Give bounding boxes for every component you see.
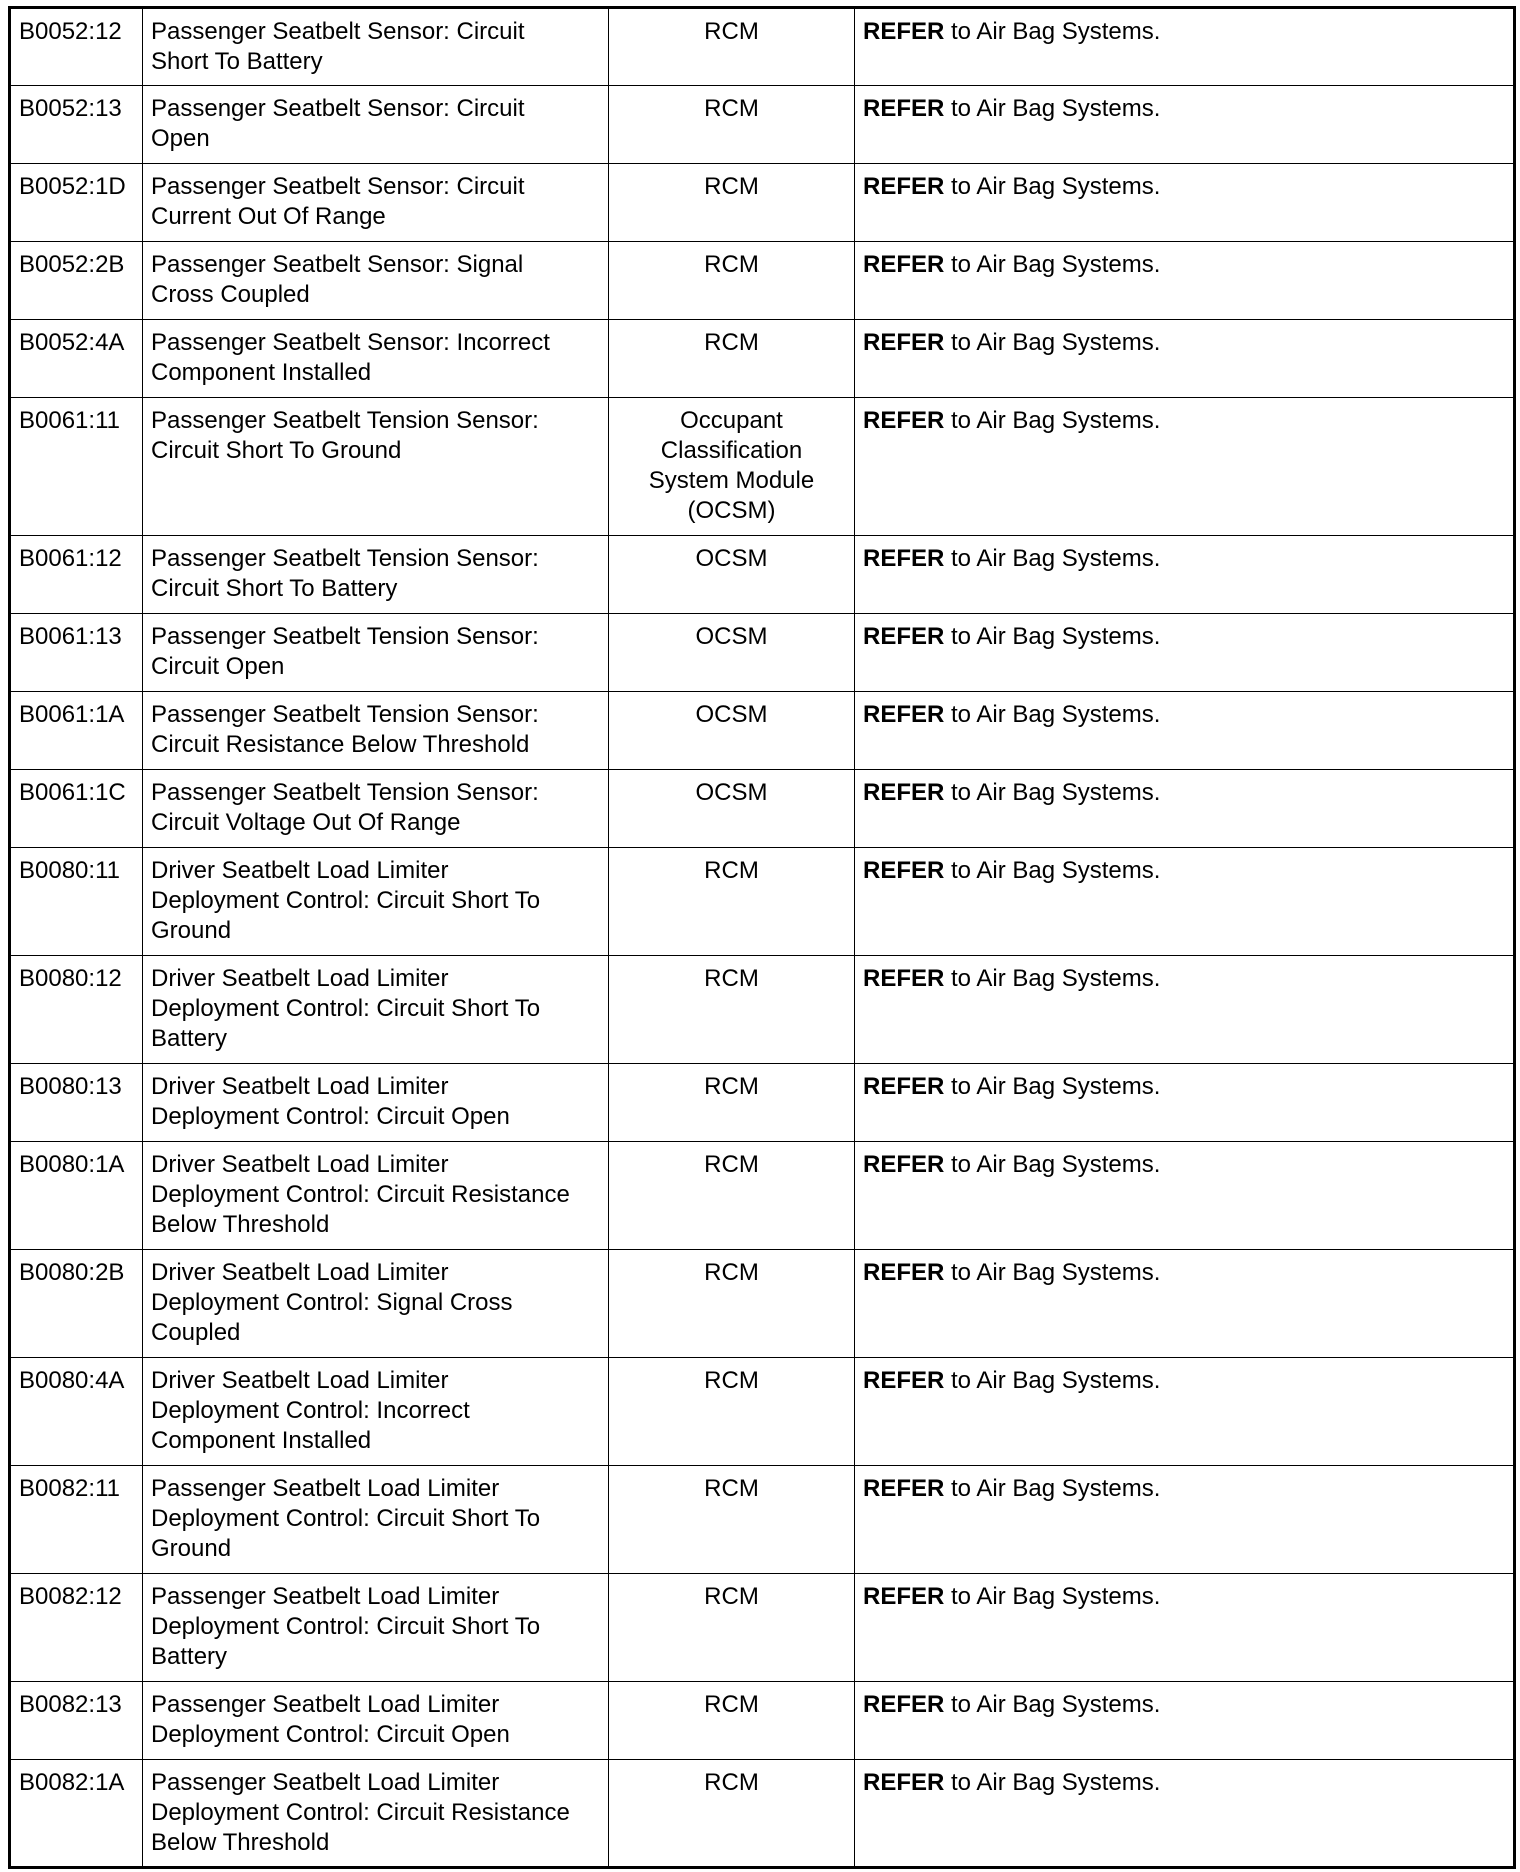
dtc-description-line: Deployment Control: Circuit Open	[151, 1721, 510, 1748]
dtc-description-line: Passenger Seatbelt Sensor: Signal	[151, 251, 524, 278]
dtc-description-line: Driver Seatbelt Load Limiter	[151, 857, 449, 884]
dtc-code: B0052:4A	[19, 329, 125, 356]
table-row	[10, 242, 1515, 320]
action-cell	[855, 1574, 1515, 1682]
module-cell	[609, 86, 855, 164]
action-text: to Air Bag Systems.	[944, 407, 1161, 434]
dtc-description-line: Passenger Seatbelt Tension Sensor:	[151, 701, 539, 728]
dtc-description-line: Battery	[151, 1025, 228, 1052]
action-cell	[855, 848, 1515, 956]
module-cell	[609, 848, 855, 956]
table-row	[10, 164, 1515, 242]
dtc-code-cell	[10, 398, 143, 536]
dtc-description-cell	[143, 848, 609, 956]
dtc-description-line: Driver Seatbelt Load Limiter	[151, 965, 449, 992]
dtc-table-body	[10, 8, 1515, 1868]
module-line: RCM	[704, 965, 759, 992]
refer-keyword: REFER	[863, 1691, 945, 1718]
action-text: to Air Bag Systems.	[944, 1475, 1161, 1502]
module-line: RCM	[704, 1769, 759, 1796]
dtc-code: B0052:12	[19, 18, 122, 45]
action-text: to Air Bag Systems.	[944, 1073, 1161, 1100]
module-line: OCSM	[695, 779, 768, 806]
module-line: RCM	[704, 95, 759, 122]
dtc-code-cell	[10, 164, 143, 242]
table-row	[10, 320, 1515, 398]
dtc-code: B0080:13	[19, 1073, 122, 1100]
table-row	[10, 1574, 1515, 1682]
dtc-code: B0080:12	[19, 965, 122, 992]
action-text: to Air Bag Systems.	[944, 779, 1161, 806]
module-line: RCM	[704, 1259, 759, 1286]
dtc-code: B0052:13	[19, 95, 122, 122]
module-cell	[609, 1064, 855, 1142]
dtc-description-line: Deployment Control: Circuit Short To	[151, 1505, 541, 1532]
dtc-description-line: Open	[151, 125, 210, 152]
dtc-code-cell	[10, 1250, 143, 1358]
refer-keyword: REFER	[863, 329, 945, 356]
dtc-code-cell	[10, 536, 143, 614]
dtc-description-line: Coupled	[151, 1319, 241, 1346]
dtc-description-line: Passenger Seatbelt Tension Sensor:	[151, 407, 539, 434]
dtc-description-line: Driver Seatbelt Load Limiter	[151, 1151, 449, 1178]
dtc-code: B0061:1A	[19, 701, 125, 728]
action-cell	[855, 242, 1515, 320]
dtc-description-line: Circuit Short To Battery	[151, 575, 398, 602]
refer-keyword: REFER	[863, 623, 945, 650]
action-cell	[855, 614, 1515, 692]
dtc-description-line: Driver Seatbelt Load Limiter	[151, 1367, 449, 1394]
dtc-description-cell	[143, 1574, 609, 1682]
dtc-description-line: Circuit Voltage Out Of Range	[151, 809, 461, 836]
dtc-code-cell	[10, 86, 143, 164]
action-text: to Air Bag Systems.	[944, 1769, 1161, 1796]
dtc-description-cell	[143, 1682, 609, 1760]
action-cell	[855, 164, 1515, 242]
dtc-description-cell	[143, 614, 609, 692]
dtc-code: B0082:13	[19, 1691, 122, 1718]
module-cell	[609, 1682, 855, 1760]
dtc-description-cell	[143, 692, 609, 770]
dtc-code: B0061:1C	[19, 779, 126, 806]
dtc-code: B0080:4A	[19, 1367, 125, 1394]
action-text: to Air Bag Systems.	[944, 329, 1161, 356]
module-cell	[609, 1142, 855, 1250]
action-cell	[855, 1142, 1515, 1250]
action-text: to Air Bag Systems.	[944, 251, 1161, 278]
action-cell	[855, 692, 1515, 770]
dtc-description-line: Deployment Control: Circuit Resistance	[151, 1181, 570, 1208]
dtc-code-cell	[10, 8, 143, 86]
dtc-description-cell	[143, 1466, 609, 1574]
table-row	[10, 1142, 1515, 1250]
dtc-description-line: Passenger Seatbelt Load Limiter	[151, 1769, 500, 1796]
module-cell	[609, 1250, 855, 1358]
module-cell	[609, 1760, 855, 1868]
refer-keyword: REFER	[863, 1367, 945, 1394]
action-text: to Air Bag Systems.	[944, 701, 1161, 728]
module-line: Classification	[660, 437, 803, 464]
dtc-description-line: Deployment Control: Circuit Short To	[151, 995, 541, 1022]
module-line: Occupant	[680, 407, 783, 434]
dtc-code-cell	[10, 1760, 143, 1868]
dtc-description-line: Passenger Seatbelt Tension Sensor:	[151, 623, 539, 650]
table-row	[10, 848, 1515, 956]
module-line: RCM	[704, 1583, 759, 1610]
dtc-description-line: Passenger Seatbelt Load Limiter	[151, 1691, 500, 1718]
module-line: RCM	[704, 1691, 759, 1718]
module-line: OCSM	[695, 623, 768, 650]
action-cell	[855, 1358, 1515, 1466]
table-row	[10, 1064, 1515, 1142]
action-text: to Air Bag Systems.	[944, 1151, 1161, 1178]
dtc-code-cell	[10, 956, 143, 1064]
dtc-description-cell	[143, 1358, 609, 1466]
dtc-code: B0080:2B	[19, 1259, 125, 1286]
dtc-description-line: Ground	[151, 917, 232, 944]
dtc-description-cell	[143, 398, 609, 536]
dtc-table	[8, 6, 1516, 1869]
action-cell	[855, 536, 1515, 614]
module-cell	[609, 164, 855, 242]
dtc-code-cell	[10, 1682, 143, 1760]
dtc-code: B0061:13	[19, 623, 122, 650]
module-line: System Module	[648, 467, 815, 494]
action-cell	[855, 86, 1515, 164]
refer-keyword: REFER	[863, 18, 945, 45]
table-row	[10, 1358, 1515, 1466]
table-row	[10, 536, 1515, 614]
action-cell	[855, 398, 1515, 536]
dtc-description-line: Passenger Seatbelt Sensor: Circuit	[151, 173, 525, 200]
module-line: RCM	[704, 1475, 759, 1502]
dtc-code: B0061:12	[19, 545, 122, 572]
dtc-description-line: Deployment Control: Circuit Short To	[151, 887, 541, 914]
dtc-code-cell	[10, 320, 143, 398]
refer-keyword: REFER	[863, 1073, 945, 1100]
module-line: (OCSM)	[687, 497, 776, 524]
dtc-description-line: Passenger Seatbelt Sensor: Circuit	[151, 18, 525, 45]
table-row	[10, 8, 1515, 86]
dtc-description-cell	[143, 8, 609, 86]
table-row	[10, 770, 1515, 848]
table-row	[10, 1682, 1515, 1760]
dtc-description-line: Passenger Seatbelt Sensor: Circuit	[151, 95, 525, 122]
dtc-code-cell	[10, 692, 143, 770]
action-cell	[855, 956, 1515, 1064]
dtc-code-cell	[10, 1466, 143, 1574]
module-line: RCM	[704, 251, 759, 278]
dtc-code: B0082:1A	[19, 1769, 125, 1796]
dtc-description-line: Component Installed	[151, 1427, 372, 1454]
dtc-code-cell	[10, 1064, 143, 1142]
dtc-description-cell	[143, 1064, 609, 1142]
dtc-code-cell	[10, 1574, 143, 1682]
module-line: RCM	[704, 1151, 759, 1178]
module-cell	[609, 614, 855, 692]
dtc-description-cell	[143, 956, 609, 1064]
dtc-code: B0061:11	[19, 407, 120, 434]
dtc-description-line: Passenger Seatbelt Tension Sensor:	[151, 779, 539, 806]
refer-keyword: REFER	[863, 779, 945, 806]
dtc-description-line: Deployment Control: Signal Cross	[151, 1289, 513, 1316]
dtc-description-cell	[143, 1760, 609, 1868]
action-text: to Air Bag Systems.	[944, 1583, 1161, 1610]
dtc-description-line: Deployment Control: Circuit Open	[151, 1103, 510, 1130]
action-text: to Air Bag Systems.	[944, 623, 1161, 650]
refer-keyword: REFER	[863, 701, 945, 728]
module-line: RCM	[704, 1367, 759, 1394]
dtc-description-cell	[143, 1142, 609, 1250]
module-cell	[609, 536, 855, 614]
table-row	[10, 398, 1515, 536]
module-cell	[609, 1574, 855, 1682]
refer-keyword: REFER	[863, 1475, 945, 1502]
table-row	[10, 1466, 1515, 1574]
module-cell	[609, 8, 855, 86]
dtc-code-cell	[10, 770, 143, 848]
dtc-description-line: Circuit Resistance Below Threshold	[151, 731, 530, 758]
dtc-description-line: Current Out Of Range	[151, 203, 386, 230]
dtc-code: B0082:12	[19, 1583, 122, 1610]
action-cell	[855, 1064, 1515, 1142]
dtc-description-line: Driver Seatbelt Load Limiter	[151, 1073, 449, 1100]
module-line: OCSM	[695, 545, 768, 572]
table-row	[10, 1760, 1515, 1868]
dtc-description-line: Circuit Short To Ground	[151, 437, 402, 464]
refer-keyword: REFER	[863, 1583, 945, 1610]
refer-keyword: REFER	[863, 95, 945, 122]
action-text: to Air Bag Systems.	[944, 95, 1161, 122]
dtc-description-line: Ground	[151, 1535, 232, 1562]
action-cell	[855, 320, 1515, 398]
action-cell	[855, 1466, 1515, 1574]
dtc-description-line: Deployment Control: Circuit Short To	[151, 1613, 541, 1640]
table-row	[10, 1250, 1515, 1358]
dtc-code-cell	[10, 242, 143, 320]
dtc-description-line: Passenger Seatbelt Sensor: Incorrect	[151, 329, 550, 356]
table-row	[10, 692, 1515, 770]
action-text: to Air Bag Systems.	[944, 18, 1161, 45]
action-text: to Air Bag Systems.	[944, 857, 1161, 884]
table-row	[10, 86, 1515, 164]
refer-keyword: REFER	[863, 545, 945, 572]
dtc-description-line: Deployment Control: Circuit Resistance	[151, 1799, 570, 1826]
dtc-description-line: Passenger Seatbelt Load Limiter	[151, 1475, 500, 1502]
dtc-description-line: Passenger Seatbelt Tension Sensor:	[151, 545, 539, 572]
dtc-description-line: Below Threshold	[151, 1211, 330, 1238]
module-line: RCM	[704, 329, 759, 356]
action-text: to Air Bag Systems.	[944, 965, 1161, 992]
dtc-code-cell	[10, 614, 143, 692]
dtc-description-line: Deployment Control: Incorrect	[151, 1397, 470, 1424]
action-cell	[855, 1250, 1515, 1358]
refer-keyword: REFER	[863, 965, 945, 992]
table-row	[10, 614, 1515, 692]
refer-keyword: REFER	[863, 857, 945, 884]
refer-keyword: REFER	[863, 251, 945, 278]
dtc-code: B0052:2B	[19, 251, 125, 278]
dtc-code: B0052:1D	[19, 173, 126, 200]
module-line: OCSM	[695, 701, 768, 728]
module-line: RCM	[704, 857, 759, 884]
module-cell	[609, 242, 855, 320]
module-cell	[609, 1466, 855, 1574]
dtc-code-cell	[10, 848, 143, 956]
dtc-code: B0080:1A	[19, 1151, 125, 1178]
module-cell	[609, 692, 855, 770]
module-cell	[609, 770, 855, 848]
dtc-description-line: Driver Seatbelt Load Limiter	[151, 1259, 449, 1286]
refer-keyword: REFER	[863, 407, 945, 434]
table-row	[10, 956, 1515, 1064]
dtc-description-cell	[143, 770, 609, 848]
dtc-description-cell	[143, 86, 609, 164]
action-cell	[855, 1760, 1515, 1868]
dtc-description-line: Short To Battery	[151, 48, 323, 75]
dtc-description-cell	[143, 536, 609, 614]
action-text: to Air Bag Systems.	[944, 173, 1161, 200]
action-text: to Air Bag Systems.	[944, 1367, 1161, 1394]
dtc-description-cell	[143, 164, 609, 242]
action-cell	[855, 1682, 1515, 1760]
dtc-description-line: Circuit Open	[151, 653, 285, 680]
action-text: to Air Bag Systems.	[944, 1259, 1161, 1286]
refer-keyword: REFER	[863, 1259, 945, 1286]
dtc-description-line: Cross Coupled	[151, 281, 310, 308]
refer-keyword: REFER	[863, 1151, 945, 1178]
module-line: RCM	[704, 18, 759, 45]
action-text: to Air Bag Systems.	[944, 1691, 1161, 1718]
refer-keyword: REFER	[863, 173, 945, 200]
action-cell	[855, 8, 1515, 86]
dtc-description-line: Battery	[151, 1643, 228, 1670]
refer-keyword: REFER	[863, 1769, 945, 1796]
module-line: RCM	[704, 173, 759, 200]
action-text: to Air Bag Systems.	[944, 545, 1161, 572]
module-line: RCM	[704, 1073, 759, 1100]
dtc-code-cell	[10, 1358, 143, 1466]
module-cell	[609, 398, 855, 536]
dtc-description-cell	[143, 320, 609, 398]
module-cell	[609, 956, 855, 1064]
dtc-code: B0080:11	[19, 857, 120, 884]
dtc-description-line: Component Installed	[151, 359, 372, 386]
dtc-code-cell	[10, 1142, 143, 1250]
dtc-description-line: Below Threshold	[151, 1829, 330, 1856]
dtc-code: B0082:11	[19, 1475, 120, 1502]
module-cell	[609, 320, 855, 398]
module-cell	[609, 1358, 855, 1466]
dtc-description-cell	[143, 1250, 609, 1358]
action-cell	[855, 770, 1515, 848]
dtc-description-cell	[143, 242, 609, 320]
dtc-description-line: Passenger Seatbelt Load Limiter	[151, 1583, 500, 1610]
